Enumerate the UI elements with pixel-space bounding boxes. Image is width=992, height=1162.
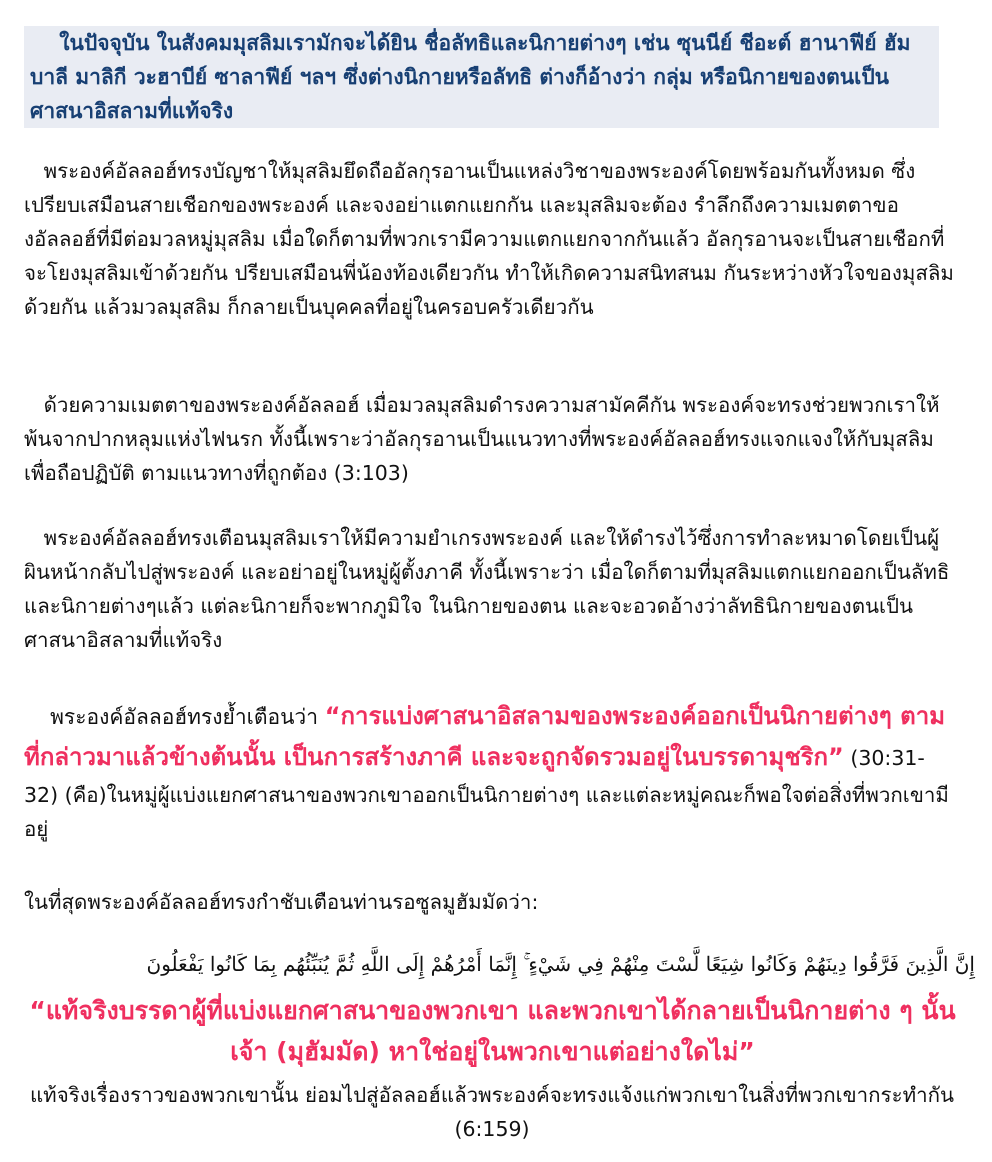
intro-highlight-paragraph <box>24 26 939 128</box>
verse-continuation-text: แท้จริงเรื่องราวของพวกเขานั้น ย่อมไปสู่อัลลอฮ์แล้วพระองค์จะทรงแจ้งแก่พวกเขาในสิ่งที่พวกเขากระทำกัน (6:159) <box>29 1083 955 1141</box>
warning-emphasis-quote: “การแบ่งศาสนาอิสลามของพระองค์ออกเป็นนิกายต่างๆ ตามที่กล่าวมาแล้วข้างต้นนั้น เป็นการสร้างภาคี และจะถูกจัดรวมอยู่ในบรรดามุชริก” <box>24 702 946 771</box>
paragraph-division-warning <box>24 696 954 846</box>
verse-translation-text: “แท้จริงบรรดาผู้ที่แบ่งแยกศาสนาของพวกเขา และพวกเขาได้กลายเป็นนิกายต่าง ๆ นั้นเจ้า (มุฮัมมัด) หาใช่อยู่ในพวกเขาแต่อย่างใดไม่” <box>29 996 956 1066</box>
paragraph-warning-prayer <box>24 521 954 657</box>
intro-text: ในปัจจุบัน ในสังคมมุสลิมเรามักจะได้ยิน ชื่อลัทธิและนิกายต่างๆ เช่น ซุนนีย์ ชีอะต์ ฮานาฟีย์ ฮัมบาลี มาลิกี วะฮาบีย์ ซาลาฟีย์ ฯลฯ ซึ่งต่างนิกายหรือลัทธิ ต่างก็อ้างว่า กลุ่ม หรือนิกายของตนเป็นศาสนาอิสลามที่แท้จริง <box>30 31 911 123</box>
verse-translation-continuation <box>22 1078 962 1146</box>
warning-reference-text: (30:31-32) (คือ)ในหมู่ผู้แบ่งแยกศาสนาของพวกเขาออกเป็นนิกายต่างๆ และแต่ละหมู่คณะก็พอใจต่อสิ่งที่พวกเขามีอยู่ <box>24 746 949 841</box>
verse-translation-quote <box>20 990 965 1072</box>
arabic-verse <box>30 944 975 984</box>
paragraph-text: ด้วยความเมตตาของพระองค์อัลลอฮ์ เมื่อมวลมุสลิมดำรงความสามัคคีกัน พระองค์จะทรงช่วยพวกเราให้พ้นจากปากหลุมแห่งไฟนรก ทั้งนี้เพราะว่าอัลกุรอานเป็นแนวทางที่พระองค์อัลลอฮ์ทรงแจกแจงให้กับมุสลิม เพื่อถือปฏิบัติ ตามแนวทางที่ถูกต้อง (3:103) <box>24 393 940 485</box>
paragraph-text: พระองค์อัลลอฮ์ทรงเตือนมุสลิมเราให้มีความยำเกรงพระองค์ และให้ดำรงไว้ซึ่งการทำละหมาดโดยเป็นผู้ผินหน้ากลับไปสู่พระองค์ และอย่าอยู่ในหมู่ผู้ตั้งภาคี ทั้งนี้เพราะว่า เมื่อใดก็ตามที่มุสลิมแตกแยกออกเป็นลัทธิและนิกายต่างๆแล้ว แต่ละนิกายก็จะพากภูมิใจ ในนิกายของตน และจะอวดอ้างว่าลัทธินิกายของตนเป็นศาสนาอิสลามที่แท้จริง <box>24 526 950 652</box>
paragraph-quran-rope <box>24 154 954 324</box>
warning-lead-text: พระองค์อัลลอฮ์ทรงย้ำเตือนว่า <box>50 705 325 729</box>
arabic-verse-text: إِنَّ الَّذِينَ فَرَّقُوا دِينَهُمْ وَكَانُوا شِيَعًا لَّسْتَ مِنْهُمْ فِي شَيْءٍ ۚ إِنَّمَا أَمْرُهُمْ إِلَى اللَّهِ ثُمَّ يُنَبِّئُهُم بِمَا كَانُوا يَفْعَلُونَ <box>146 952 975 976</box>
paragraph-text: พระองค์อัลลอฮ์ทรงบัญชาให้มุสลิมยึดถืออัลกุรอานเป็นแหล่งวิชาของพระองค์โดยพร้อมกันทั้งหมด ซึ่งเปรียบเสมือนสายเชือกของพระองค์ และจงอย่าแตกแยกกัน และมุสลิมจะต้อง รำลึกถึงความเมตตาของอัลลอฮ์ที่มีต่อมวลหมู่มุสลิม เมื่อใดก็ตามที่พวกเรามีความแตกแยกจากกันแล้ว อัลกุรอานจะเป็นสายเชือกที่จะโยงมุสลิมเข้าด้วยกัน ปรียบเสมือนพี่น้องท้องเดียวกัน ทำให้เกิดความสนิทสนม กันระหว่างหัวใจของมุสลิมด้วยกัน แล้วมวลมุสลิม ก็กลายเป็นบุคคลที่อยู่ในครอบครัวเดียวกัน <box>24 159 954 319</box>
final-text: ในที่สุดพระองค์อัลลอฮ์ทรงกำชับเตือนท่านรอซูลมูฮัมมัดว่า: <box>24 890 539 914</box>
paragraph-final-command <box>24 885 954 919</box>
paragraph-mercy <box>24 388 954 490</box>
